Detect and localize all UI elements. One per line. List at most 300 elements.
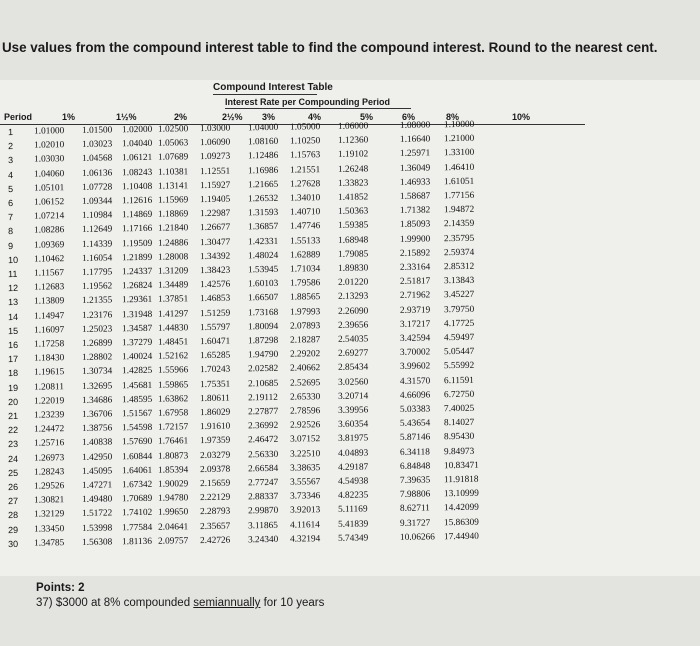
factor-cell: 1.81136 [121, 536, 153, 548]
factor-cell: 1.32129 [33, 509, 65, 521]
factor-cell: 1.59865 [157, 379, 189, 391]
factor-cell: 1.94872 [443, 204, 475, 216]
factor-cell: 1.21551 [289, 164, 321, 176]
factor-cell: 1.33823 [337, 178, 369, 189]
subtitle-underline [225, 108, 411, 109]
factor-cell: 6.72750 [443, 389, 475, 401]
factor-cell: 4.59497 [443, 332, 475, 344]
factor-cell: 9.84973 [443, 446, 475, 457]
factor-cell: 1.06090 [199, 137, 231, 149]
factor-cell: 1.30734 [81, 366, 113, 378]
factor-cell: 1.21355 [81, 295, 113, 307]
factor-cell: 1.08000 [399, 120, 431, 131]
factor-cell: 1.77156 [443, 190, 475, 202]
factor-cell: 2.59374 [443, 247, 475, 259]
factor-cell: 1.06000 [337, 121, 369, 132]
factor-cell: 1.58687 [399, 191, 431, 202]
period-cell: 12 [8, 283, 19, 294]
factor-cell: 1.45681 [121, 380, 153, 391]
factor-cell: 3.99602 [399, 361, 431, 373]
factor-cell: 1.62889 [289, 249, 321, 261]
factor-cell: 1.60471 [199, 336, 231, 348]
factor-cell: 3.07152 [289, 434, 321, 446]
factor-cell: 1.34785 [33, 538, 65, 549]
factor-cell: 1.38756 [81, 423, 113, 435]
factor-cell: 1.53998 [81, 523, 113, 534]
factor-cell: 1.52162 [157, 351, 189, 362]
factor-cell: 3.20714 [337, 391, 369, 402]
factor-cell: 1.23239 [33, 410, 65, 421]
factor-cell: 1.26677 [199, 222, 231, 234]
factor-cell: 1.10984 [81, 210, 113, 222]
factor-cell: 3.02560 [337, 377, 369, 388]
factor-cell: 1.70243 [199, 364, 231, 376]
factor-cell: 3.60354 [337, 419, 369, 431]
period-cell: 16 [8, 339, 19, 351]
factor-cell: 1.70689 [121, 494, 153, 505]
factor-cell: 9.31727 [399, 518, 431, 529]
factor-cell: 1.79085 [337, 249, 369, 260]
factor-cell: 2.42726 [199, 535, 231, 546]
factor-cell: 1.19405 [199, 194, 231, 206]
factor-cell: 1.11567 [33, 268, 65, 279]
factor-cell: 1.14339 [81, 239, 113, 250]
factor-cell: 2.29202 [289, 349, 321, 360]
factor-cell: 5.11169 [337, 504, 368, 516]
factor-cell: 2.07893 [289, 320, 321, 332]
factor-cell: 1.73168 [247, 307, 279, 318]
rate-header: 2% [174, 112, 188, 122]
factor-cell: 1.09273 [199, 151, 231, 163]
factor-cell: 1.67342 [121, 479, 153, 491]
factor-cell: 1.45095 [81, 466, 113, 477]
factor-cell: 2.69277 [337, 348, 369, 360]
factor-cell: 1.80873 [157, 450, 189, 462]
factor-cell: 13.10999 [443, 488, 479, 500]
factor-cell: 2.85434 [337, 362, 369, 374]
factor-cell: 7.98806 [399, 489, 431, 501]
factor-cell: 1.12683 [33, 282, 65, 293]
factor-cell: 1.03023 [81, 139, 113, 151]
factor-cell: 1.38423 [199, 265, 231, 277]
factor-cell: 1.23176 [81, 310, 113, 321]
factor-cell: 3.45227 [443, 290, 475, 301]
factor-cell: 1.25023 [81, 324, 113, 335]
factor-cell: 1.71382 [399, 205, 431, 217]
factor-cell: 1.07689 [157, 152, 189, 164]
factor-cell: 1.16640 [399, 134, 431, 146]
factor-cell: 1.57690 [121, 437, 153, 448]
period-cell: 3 [8, 155, 14, 166]
factor-cell: 1.02000 [121, 124, 153, 136]
factor-cell: 5.05447 [443, 346, 475, 358]
factor-cell: 1.19615 [33, 367, 65, 379]
factor-cell: 1.08286 [33, 225, 65, 237]
factor-cell: 1.66507 [247, 293, 279, 304]
period-cell: 19 [8, 382, 19, 393]
factor-cell: 1.03030 [33, 154, 65, 166]
factor-cell: 1.32695 [81, 381, 113, 392]
factor-cell: 2.88337 [247, 492, 279, 503]
factor-cell: 1.05063 [157, 138, 189, 149]
period-cell: 15 [8, 325, 19, 336]
period-cell: 29 [8, 524, 19, 535]
factor-cell: 1.28802 [81, 352, 113, 364]
period-cell: 10 [8, 254, 19, 265]
factor-cell: 1.19102 [337, 149, 369, 161]
factor-cell: 1.60103 [247, 279, 279, 290]
factor-cell: 1.01000 [33, 126, 65, 137]
period-cell: 23 [8, 439, 19, 450]
factor-cell: 1.37279 [121, 337, 153, 349]
factor-cell: 1.30477 [199, 237, 231, 248]
factor-cell: 17.44940 [443, 531, 479, 543]
factor-cell: 1.30821 [33, 495, 65, 506]
factor-cell: 1.18869 [157, 209, 189, 220]
period-cell: 26 [8, 481, 19, 493]
factor-cell: 1.06121 [121, 153, 153, 164]
factor-cell: 1.17258 [33, 339, 65, 350]
rate-header: 2½% [222, 112, 243, 122]
factor-cell: 2.22129 [199, 492, 231, 504]
factor-cell: 1.29361 [121, 295, 153, 306]
factor-cell: 1.56308 [81, 537, 113, 548]
factor-cell: 1.07728 [81, 182, 113, 193]
factor-cell: 6.11591 [443, 375, 474, 386]
factor-cell: 3.24340 [247, 534, 279, 546]
factor-cell: 1.51259 [199, 308, 231, 319]
points-label: Points: 2 [36, 582, 85, 594]
factor-cell: 1.10000 [443, 119, 475, 131]
factor-cell: 1.76461 [157, 436, 189, 448]
period-cell: 4 [8, 169, 14, 180]
factor-cell: 1.09369 [33, 239, 65, 251]
table-title: Compound Interest Table [213, 82, 333, 93]
factor-cell: 1.40838 [81, 437, 113, 449]
factor-cell: 1.41852 [337, 192, 369, 203]
factor-cell: 8.62711 [399, 503, 430, 515]
factor-cell: 2.02582 [247, 364, 279, 375]
factor-cell: 2.09757 [157, 536, 189, 547]
factor-cell: 1.55966 [157, 365, 189, 377]
factor-cell: 4.17725 [443, 318, 475, 330]
factor-cell: 1.34587 [121, 323, 153, 335]
factor-cell: 1.16986 [247, 165, 279, 176]
factor-cell: 1.51567 [121, 408, 153, 420]
factor-cell: 1.55797 [199, 322, 231, 333]
factor-cell: 5.43654 [399, 418, 431, 430]
factor-cell: 1.99900 [399, 234, 431, 245]
factor-cell: 1.51722 [81, 508, 113, 520]
factor-cell: 1.87298 [247, 335, 279, 347]
factor-cell: 1.12616 [121, 195, 153, 207]
factor-cell: 2.15659 [199, 478, 231, 490]
factor-cell: 1.61051 [443, 176, 475, 188]
factor-cell: 1.17166 [121, 224, 153, 235]
factor-cell: 4.32194 [289, 533, 321, 545]
factor-cell: 1.12551 [199, 166, 231, 177]
factor-cell: 1.15763 [289, 150, 321, 162]
factor-cell: 1.89830 [337, 263, 369, 274]
factor-cell: 1.36049 [399, 163, 431, 174]
factor-cell: 10.83471 [443, 460, 479, 472]
factor-cell: 1.86029 [199, 407, 231, 419]
period-cell: 11 [8, 268, 18, 280]
factor-cell: 2.66584 [247, 463, 279, 475]
factor-cell: 1.12649 [81, 224, 113, 236]
factor-cell: 1.80611 [199, 393, 231, 404]
factor-cell: 1.37851 [157, 294, 189, 306]
factor-cell: 1.14869 [121, 210, 153, 221]
rate-header: 3% [262, 112, 276, 122]
factor-cell: 3.11865 [247, 520, 278, 531]
factor-cell: 5.87146 [399, 432, 431, 444]
factor-cell: 1.75351 [199, 379, 231, 390]
factor-cell: 3.42594 [399, 333, 431, 344]
period-cell: 25 [8, 467, 19, 478]
factor-cell: 1.09344 [81, 196, 113, 207]
factor-cell: 1.24472 [33, 424, 65, 435]
factor-cell: 2.46472 [247, 435, 279, 446]
period-cell: 7 [8, 212, 14, 223]
factor-cell: 1.60844 [121, 451, 153, 462]
factor-cell: 1.36857 [247, 222, 279, 233]
factor-cell: 1.42576 [199, 279, 231, 291]
factor-cell: 1.91610 [199, 421, 231, 433]
factor-cell: 1.59385 [337, 220, 369, 232]
factor-cell: 1.21899 [121, 252, 153, 264]
factor-cell: 2.14359 [443, 219, 475, 230]
factor-cell: 2.18287 [289, 335, 321, 346]
period-cell: 30 [8, 538, 19, 549]
factor-cell: 1.40024 [121, 352, 153, 363]
factor-cell: 2.77247 [247, 477, 279, 489]
factor-cell: 1.55133 [289, 235, 321, 247]
period-cell: 8 [8, 226, 14, 237]
factor-cell: 1.10462 [33, 254, 65, 265]
factor-cell: 1.26824 [121, 281, 153, 292]
factor-cell: 1.74102 [121, 508, 153, 519]
rate-header: 10% [512, 112, 531, 122]
factor-cell: 1.47271 [81, 480, 113, 491]
table-subtitle: Interest Rate per Compounding Period [225, 97, 391, 107]
factor-cell: 1.12360 [337, 135, 369, 147]
factor-cell: 1.10408 [121, 181, 153, 193]
factor-cell: 1.02010 [33, 140, 65, 151]
factor-cell: 2.40662 [289, 363, 321, 375]
factor-cell: 4.82235 [337, 490, 369, 502]
factor-cell: 1.26973 [33, 452, 65, 464]
factor-cell: 2.09378 [199, 464, 231, 475]
factor-cell: 7.39635 [399, 475, 431, 486]
factor-cell: 1.05000 [289, 122, 321, 133]
rate-header: 1% [62, 112, 76, 122]
factor-cell: 1.36706 [81, 409, 113, 420]
period-cell: 28 [8, 510, 19, 521]
factor-cell: 1.31593 [247, 208, 279, 219]
factor-cell: 4.31570 [399, 376, 431, 387]
factor-cell: 1.40710 [289, 207, 321, 218]
factor-cell: 1.34686 [81, 395, 113, 406]
factor-cell: 3.22510 [289, 448, 321, 460]
factor-cell: 1.28008 [157, 252, 189, 263]
period-cell: 13 [8, 297, 19, 308]
factor-cell: 1.88565 [289, 292, 321, 304]
period-cell: 20 [8, 396, 19, 407]
factor-cell: 6.84848 [399, 461, 431, 472]
factor-cell: 3.38635 [289, 462, 321, 474]
factor-cell: 1.31948 [121, 309, 153, 320]
factor-cell: 15.86309 [443, 517, 479, 528]
factor-cell: 3.73346 [289, 491, 321, 502]
factor-cell: 2.13293 [337, 291, 369, 303]
factor-cell: 1.33100 [443, 148, 475, 159]
factor-cell: 1.53945 [247, 264, 279, 276]
factor-cell: 1.22987 [199, 208, 231, 220]
factor-cell: 1.42331 [247, 236, 279, 247]
factor-cell: 2.52695 [289, 377, 321, 389]
factor-cell: 3.55567 [289, 477, 321, 488]
factor-cell: 14.42099 [443, 503, 479, 514]
factor-cell: 2.35657 [199, 521, 231, 532]
period-cell: 18 [8, 368, 19, 379]
factor-cell: 1.26248 [337, 164, 369, 175]
factor-cell: 1.27628 [289, 178, 321, 190]
factor-cell: 1.97359 [199, 435, 231, 447]
factor-cell: 1.79586 [289, 278, 321, 289]
factor-cell: 1.65285 [199, 350, 231, 362]
instruction-heading: Use values from the compound interest table to find the compound interest. Round to the nearest cent. [2, 40, 658, 55]
rate-header: 8% [446, 112, 460, 122]
factor-cell: 1.41297 [157, 308, 189, 320]
factor-cell: 1.97993 [289, 306, 321, 318]
factor-cell: 1.42825 [121, 366, 153, 377]
factor-cell: 2.92526 [289, 420, 321, 431]
rate-header: 6% [402, 112, 416, 122]
factor-cell: 1.50363 [337, 206, 369, 218]
factor-cell: 1.12486 [247, 151, 279, 162]
factor-cell: 1.48024 [247, 250, 279, 262]
factor-cell: 1.46410 [443, 162, 475, 173]
factor-cell: 1.03000 [199, 123, 231, 135]
factor-cell: 2.01220 [337, 277, 369, 289]
factor-cell: 2.35795 [443, 233, 475, 244]
factor-cell: 2.28793 [199, 506, 231, 518]
factor-cell: 1.05101 [33, 183, 65, 194]
title-underline [213, 94, 317, 95]
factor-cell: 1.22019 [33, 396, 65, 407]
factor-cell: 2.99870 [247, 506, 279, 517]
period-cell: 14 [8, 311, 19, 322]
factor-cell: 8.95430 [443, 432, 475, 443]
factor-cell: 1.19509 [121, 238, 153, 249]
factor-cell: 1.08160 [247, 137, 279, 148]
factor-cell: 2.19112 [247, 392, 278, 404]
factor-cell: 2.65330 [289, 391, 321, 403]
factor-cell: 2.71962 [399, 290, 431, 302]
factor-cell: 1.99650 [157, 507, 189, 519]
period-cell: 6 [8, 198, 14, 209]
factor-cell: 1.01500 [81, 125, 113, 136]
factor-cell: 2.78596 [289, 406, 321, 417]
factor-cell: 2.51817 [399, 276, 431, 288]
period-cell: 5 [8, 183, 14, 194]
factor-cell: 2.39656 [337, 320, 369, 331]
problem-statement [36, 597, 324, 609]
factor-cell: 1.04568 [81, 153, 113, 165]
factor-cell: 1.46853 [199, 293, 231, 305]
factor-cell: 4.11614 [289, 519, 320, 531]
factor-cell: 3.17217 [399, 319, 431, 330]
factor-cell: 4.54938 [337, 476, 369, 487]
problem-suffix: for 10 years [260, 597, 325, 609]
factor-cell: 5.41839 [337, 519, 369, 530]
factor-cell: 1.48451 [157, 337, 189, 348]
factor-cell: 1.16054 [81, 253, 113, 264]
factor-cell: 7.40025 [443, 403, 475, 415]
factor-cell: 2.36992 [247, 421, 279, 432]
factor-cell: 4.04893 [337, 448, 369, 459]
factor-cell: 1.13141 [157, 181, 189, 192]
factor-cell: 2.15892 [399, 248, 431, 259]
factor-cell: 1.47746 [289, 221, 321, 233]
factor-cell: 3.39956 [337, 405, 369, 416]
factor-cell: 1.72157 [157, 422, 189, 433]
factor-cell: 1.25716 [33, 438, 65, 450]
factor-cell: 1.06152 [33, 197, 65, 208]
factor-cell: 1.49480 [81, 494, 113, 506]
factor-cell: 10.06266 [399, 532, 435, 543]
factor-cell: 1.08243 [121, 167, 153, 178]
factor-cell: 1.21665 [247, 179, 279, 191]
period-cell: 9 [8, 240, 14, 251]
factor-cell: 5.55992 [443, 361, 475, 372]
factor-cell: 2.85312 [443, 261, 475, 273]
rate-header: 1½% [116, 112, 137, 122]
factor-cell: 1.63862 [157, 394, 189, 405]
factor-cell: 1.24337 [121, 266, 153, 278]
factor-cell: 1.13809 [33, 296, 65, 308]
factor-cell: 8.14027 [443, 417, 475, 429]
factor-cell: 3.70002 [399, 347, 431, 359]
factor-cell: 2.26090 [337, 306, 369, 317]
factor-cell: 1.34392 [199, 251, 231, 262]
factor-cell: 1.28243 [33, 467, 65, 478]
factor-cell: 5.74349 [337, 533, 369, 544]
factor-cell: 1.17795 [81, 267, 113, 278]
factor-cell: 1.54598 [121, 423, 153, 434]
period-cell: 22 [8, 425, 19, 436]
problem-underlined: semiannually [193, 597, 261, 609]
factor-cell: 1.34489 [157, 280, 189, 291]
period-cell: 17 [8, 354, 19, 365]
factor-cell: 1.77584 [121, 522, 153, 533]
rate-header: 4% [308, 112, 322, 122]
factor-cell: 2.27877 [247, 406, 279, 418]
period-cell: 1 [8, 127, 14, 138]
factor-cell: 1.10381 [157, 166, 189, 178]
period-header: Period [4, 112, 33, 122]
factor-cell: 1.10250 [289, 136, 321, 147]
rate-header: 5% [360, 112, 374, 122]
factor-cell: 1.67958 [157, 408, 189, 419]
factor-cell: 2.04641 [157, 521, 189, 533]
factor-cell: 1.85093 [399, 219, 431, 231]
factor-cell: 4.29187 [337, 462, 369, 473]
factor-cell: 5.03383 [399, 404, 431, 415]
factor-cell: 3.13843 [443, 275, 475, 287]
factor-cell: 11.91818 [443, 474, 479, 486]
